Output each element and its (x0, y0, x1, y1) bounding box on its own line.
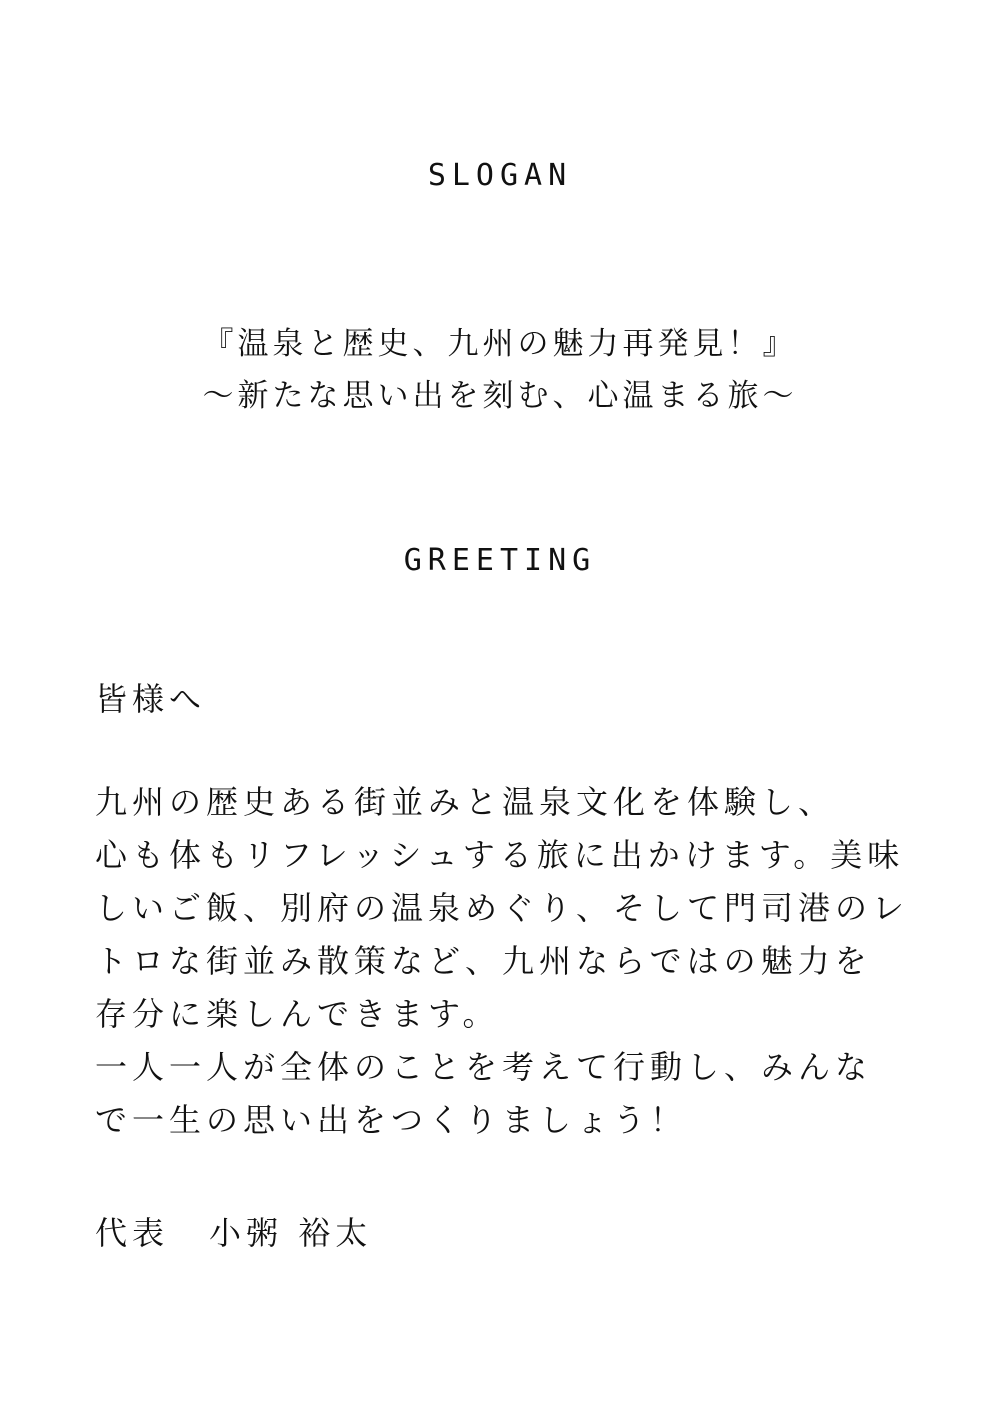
slogan-heading: SLOGAN (427, 158, 573, 193)
letter-line: 九州の歴史ある街並みと温泉文化を体験し、 (95, 783, 836, 821)
slogan-subtitle: 〜新たな思い出を刻む、心温まる旅〜 (202, 378, 798, 414)
letter-line: で一生の思い出をつくりましょう！ (95, 1101, 688, 1139)
signature-title: 代表 (95, 1214, 170, 1252)
salutation: 皆様へ (95, 680, 207, 718)
letter-line: 一人一人が全体のことを考えて行動し、みんな (95, 1048, 873, 1086)
greeting-heading: GREETING (403, 543, 597, 578)
slogan-block (0, 318, 1000, 422)
letter-line: 存分に楽しんできます。 (95, 995, 500, 1033)
letter-line: しいご飯、別府の温泉めぐり、そして門司港のレ (95, 889, 910, 927)
greeting-letter (95, 776, 915, 1147)
letter-line: トロな街並み散策など、九州ならではの魅力を (95, 942, 872, 980)
signature (95, 1208, 372, 1254)
letter-line: 心も体もリフレッシュする旅に出かけます。美味 (95, 836, 905, 874)
signature-name: 小粥 裕太 (209, 1214, 373, 1252)
slogan-title: 『温泉と歴史、九州の魅力再発見！』 (202, 326, 798, 362)
